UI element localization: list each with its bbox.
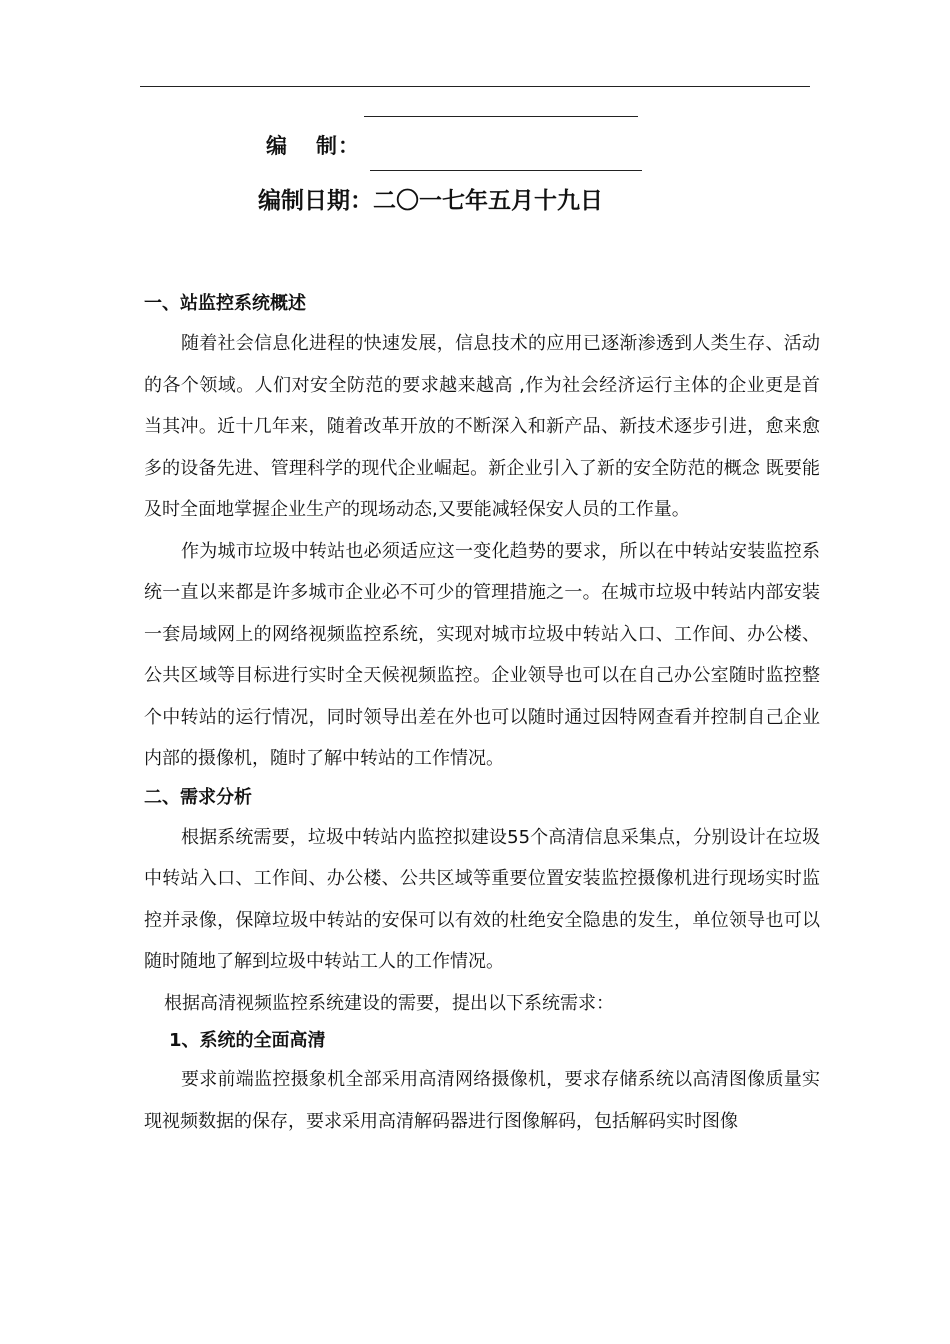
section-heading-requirements: 二、需求分析 xyxy=(144,786,252,808)
compiler-label-part-2: 制： xyxy=(316,134,360,158)
compile-date: 编制日期：二〇一七年五月十九日 xyxy=(258,188,603,214)
subsection-heading-hd: 1、系统的全面高清 xyxy=(169,1030,326,1051)
compiler-label xyxy=(266,130,360,160)
document-body xyxy=(144,288,820,1142)
paragraph: 根据高清视频监控系统建设的需要，提出以下系统需求： xyxy=(164,992,614,1014)
paragraph: 根据系统需要，垃圾中转站内监控拟建设55个高清信息采集点，分别设计在垃圾中转站入口、工作间、办公楼、公共区域等重要位置安装监控摄像机进行现场实时监控并录像，保障垃圾中转站的安保可以有效的杜绝安全隐患的发生，单位领导也可以随时随地了解到垃圾中转站工人的工作情况。 xyxy=(144,826,820,972)
paragraph: 要求前端监控摄象机全部采用高清网络摄像机，要求存储系统以高清图像质量实现视频数据的保存，要求采用高清解码器进行图像解码，包括解码实时图像 xyxy=(144,1069,820,1132)
paragraph: 随着社会信息化进程的快速发展，信息技术的应用已逐渐渗透到人类生存、活动的各个领域。人们对安全防范的要求越来越高 ,作为社会经济运行主体的企业更是首当其冲。近十几年来，随着改革开放的不断深入和新产品、新技术逐步引进，愈来愈多的设备先进、管理科学的现代企业崛起。新企业引入了新的安全防范的概念 既要能及时全面地掌握企业生产的现场动态,又要能减轻保安人员的工作量。 xyxy=(144,333,820,520)
section-heading-overview: 一、站监控系统概述 xyxy=(144,293,306,314)
compiler-label-part-1: 编 xyxy=(266,134,288,158)
compiler-blank-line xyxy=(364,116,638,117)
paragraph: 作为城市垃圾中转站也必须适应这一变化趋势的要求，所以在中转站安装监控系统一直以来都是许多城市企业必不可少的管理措施之一。在城市垃圾中转站内部安装一套局域网上的网络视频监控系统，实现对城市垃圾中转站入口、工作间、办公楼、公共区域等目标进行实时全天候视频监控。企业领导也可以在自己办公室随时监控整个中转站的运行情况，同时领导出差在外也可以随时通过因特网查看并控制自己企业内部的摄像机，随时了解中转站的工作情况。 xyxy=(144,540,820,769)
date-blank-line xyxy=(370,170,642,171)
header-top-rule xyxy=(140,86,810,87)
